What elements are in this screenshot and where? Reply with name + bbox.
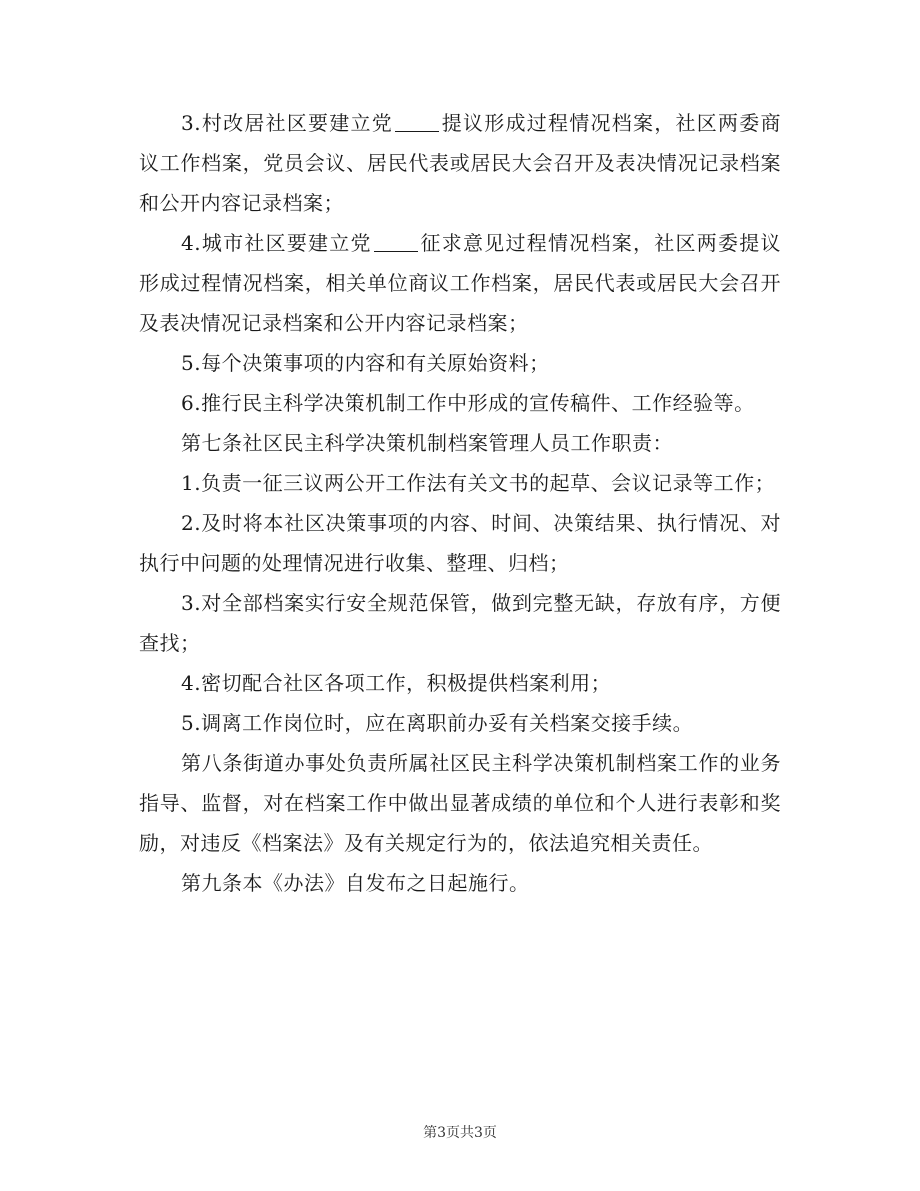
paragraph-item-4-city	[139, 223, 781, 343]
paragraph-article-7: 第七条社区民主科学决策机制档案管理人员工作职责：	[181, 431, 673, 455]
paragraph-item-6-publicity: 6.推行民主科学决策机制工作中形成的宣传稿件、工作经验等。	[181, 391, 755, 415]
page-number-footer: 第3页共3页	[423, 1125, 497, 1141]
paragraph-duty-4: 4.密切配合社区各项工作，积极提供档案利用；	[181, 671, 612, 695]
paragraph-item-3-village	[139, 103, 781, 223]
blank-underline	[395, 111, 439, 132]
blank-underline	[374, 231, 418, 252]
paragraph-article-9: 第九条本《办法》自发布之日起施行。	[181, 871, 530, 895]
paragraph-item-5-materials: 5.每个决策事项的内容和有关原始资料；	[181, 351, 550, 375]
paragraph-duty-1: 1.负责一征三议两公开工作法有关文书的起草、会议记录等工作；	[181, 471, 776, 495]
paragraph-text-after: 提议形成过程情况档案，社区两委商议工作档案，党员会议、居民代表或居民大会召开及表决情况记录档案和公开内容记录档案；	[139, 111, 781, 215]
paragraph-text-before: 4.城市社区要建立党	[181, 231, 372, 255]
paragraph-duty-3: 3.对全部档案实行安全规范保管，做到完整无缺，存放有序，方便查找；	[139, 591, 781, 655]
paragraph-text-after: 征求意见过程情况档案，社区两委提议形成过程情况档案，相关单位商议工作档案，居民代表或居民大会召开及表决情况记录档案和公开内容记录档案；	[139, 231, 782, 335]
paragraph-article-8: 第八条街道办事处负责所属社区民主科学决策机制档案工作的业务指导、监督，对在档案工作中做出显著成绩的单位和个人进行表彰和奖励，对违反《档案法》及有关规定行为的，依法追究相关责任。	[139, 751, 781, 855]
paragraph-duty-5: 5.调离工作岗位时，应在离职前办妥有关档案交接手续。	[181, 711, 694, 735]
document-body	[139, 103, 781, 903]
paragraph-text-before: 3.村改居社区要建立党	[181, 111, 394, 135]
paragraph-duty-2: 2.及时将本社区决策事项的内容、时间、决策结果、执行情况、对执行中问题的处理情况进行收集、整理、归档；	[139, 511, 781, 575]
